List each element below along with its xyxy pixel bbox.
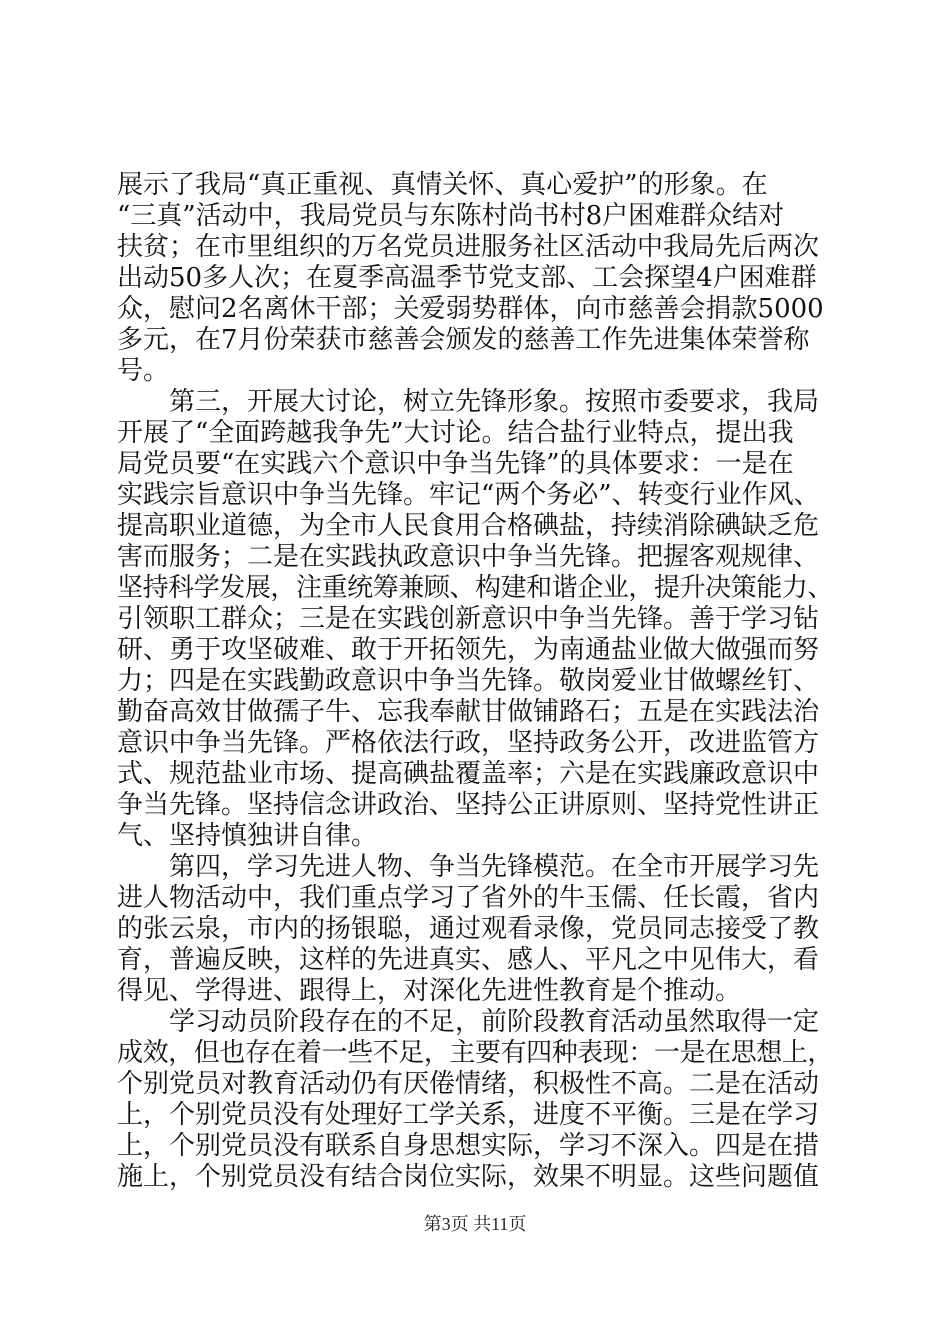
text-line: 勤奋高效甘做孺子牛、忘我奉献甘做铺路石；五是在实践法治 <box>117 697 820 727</box>
text-line: 争当先锋。坚持信念讲政治、坚持公正讲原则、坚持党性讲正 <box>117 790 820 820</box>
text-line: 研、勇于攻坚破难、敢于开拓领先，为南通盐业做大做强而努 <box>117 635 820 665</box>
text-line: 学习动员阶段存在的不足，前阶段教育活动虽然取得一定 <box>169 1007 820 1037</box>
text-line: 上，个别党员没有联系自身思想实际，学习不深入。四是在措 <box>117 1131 820 1161</box>
text-line: 施上，个别党员没有结合岗位实际，效果不明显。这些问题值 <box>117 1162 820 1192</box>
text-line: 提高职业道德，为全市人民食用合格碘盐，持续消除碘缺乏危 <box>117 511 820 541</box>
text-line: 号。 <box>117 356 170 386</box>
text-line: 实践宗旨意识中争当先锋。牢记“两个务必”、转变行业作风、 <box>117 480 820 510</box>
text-line: 力；四是在实践勤政意识中争当先锋。敬岗爱业甘做螺丝钉、 <box>117 666 820 696</box>
text-line: 育，普遍反映，这样的先进真实、感人、平凡之中见伟大，看 <box>117 945 820 975</box>
text-line: 局党员要“在实践六个意识中争当先锋”的具体要求：一是在 <box>117 449 794 479</box>
text-line: “三真”活动中，我局党员与东陈村尚书村8户困难群众结对 <box>117 201 785 231</box>
text-line: 出动50多人次；在夏季高温季节党支部、工会探望4户困难群 <box>117 263 817 293</box>
text-line: 开展了“全面跨越我争先”大讨论。结合盐行业特点，提出我 <box>117 418 794 448</box>
text-line: 扶贫；在市里组织的万名党员进服务社区活动中我局先后两次 <box>117 232 820 262</box>
text-line: 意识中争当先锋。严格依法行政，坚持政务公开，改进监管方 <box>117 728 820 758</box>
text-line: 坚持科学发展，注重统筹兼顾、构建和谐企业，提升决策能力、 <box>117 573 834 603</box>
text-line: 气、坚持慎独讲自律。 <box>117 821 378 851</box>
text-line: 个别党员对教育活动仍有厌倦情绪，积极性不高。二是在活动 <box>117 1069 820 1099</box>
text-line: 第三，开展大讨论，树立先锋形象。按照市委要求，我局 <box>169 387 820 417</box>
text-line: 成效，但也存在着一些不足，主要有四种表现：一是在思想上， <box>117 1038 834 1068</box>
text-line: 第四，学习先进人物、争当先锋模范。在全市开展学习先 <box>169 852 820 882</box>
text-line: 害而服务；二是在实践执政意识中争当先锋。把握客观规律、 <box>117 542 820 572</box>
text-line: 众，慰问2名离休干部；关爱弱势群体，向市慈善会捐款5000 <box>117 294 824 324</box>
page-footer: 第3页 共11页 <box>423 1214 527 1234</box>
text-line: 的张云泉，市内的扬银聪，通过观看录像，党员同志接受了教 <box>117 914 820 944</box>
text-line: 上，个别党员没有处理好工学关系，进度不平衡。三是在学习 <box>117 1100 820 1130</box>
text-line: 引领职工群众；三是在实践创新意识中争当先锋。善于学习钻 <box>117 604 820 634</box>
text-line: 式、规范盐业市场、提高碘盐覆盖率；六是在实践廉政意识中 <box>117 759 820 789</box>
text-line: 进人物活动中，我们重点学习了省外的牛玉儒、任长霞，省内 <box>117 883 820 913</box>
text-line: 展示了我局“真正重视、真情关怀、真心爱护”的形象。在 <box>117 170 768 200</box>
text-line: 得见、学得进、跟得上，对深化先进性教育是个推动。 <box>117 976 742 1006</box>
document-body <box>117 170 833 1193</box>
text-line: 多元，在7月份荣获市慈善会颁发的慈善工作先进集体荣誉称 <box>117 325 810 355</box>
